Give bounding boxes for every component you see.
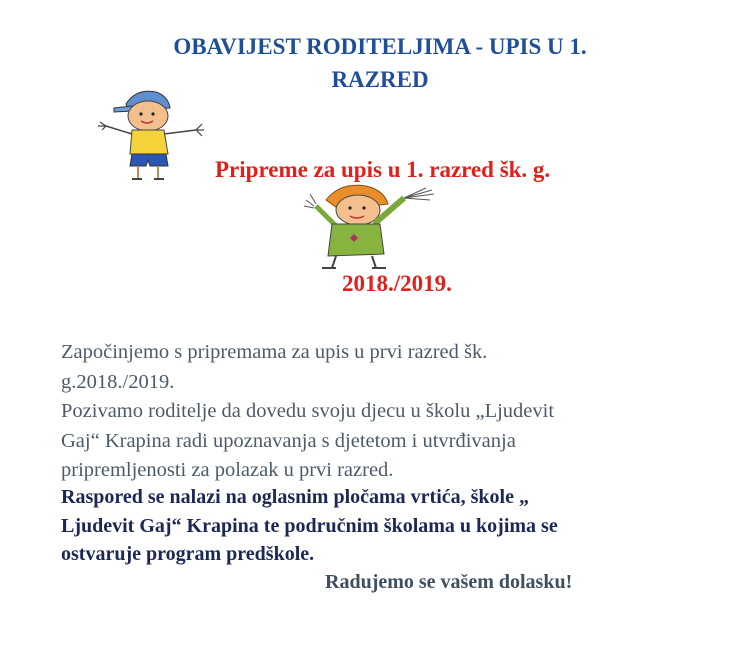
paragraph-line: g.2018./2019.: [61, 370, 175, 393]
paragraph-line: Gaj“ Krapina radi upoznavanja s djetetom i utvrđivanja: [61, 429, 516, 452]
paragraph-line: Započinjemo s pripremama za upis u prvi razred šk.: [61, 341, 488, 363]
school-year: 2018./2019.: [342, 271, 452, 296]
notice-title-line1: OBAVIJEST RODITELJIMA - UPIS U 1.: [173, 34, 587, 59]
notice-title-line2: RAZRED: [331, 67, 429, 92]
notice-paragraph: [61, 338, 701, 486]
paragraph-line: pripremljenosti za polazak u prvi razred.: [61, 459, 394, 481]
boy-with-cap-illustration: [92, 86, 208, 182]
schedule-paragraph: [61, 483, 721, 569]
schedule-line: Raspored se nalazi na oglasnim pločama vrtića, škole „: [61, 486, 529, 508]
closing-line: Radujemo se vašem dolasku!: [325, 571, 573, 593]
subtitle: Pripreme za upis u 1. razred šk. g.: [215, 157, 551, 182]
paragraph-line: Pozivamo roditelje da dovedu svoju djecu u školu „Ljudevit: [61, 400, 555, 422]
child-waving-illustration: [300, 180, 440, 270]
schedule-line: Ljudevit Gaj“ Krapina te područnim školama u kojima se: [61, 514, 558, 537]
schedule-line: ostvaruje program predškole.: [61, 543, 315, 565]
